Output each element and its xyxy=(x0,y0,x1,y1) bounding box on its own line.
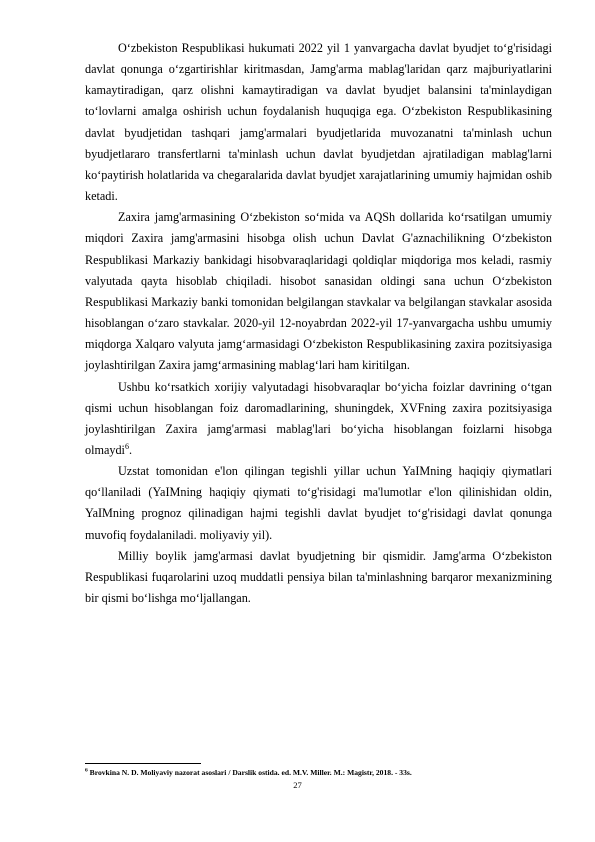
paragraph-3-text: Ushbu ko‘rsatkich xorijiy valyutadagi hisobvaraqlar bo‘yicha foizlar davrining o‘tgan qismi uchun hisoblangan foiz daromadlarining, shuningdek, XVFning zaxira pozitsiyasiga joylashtirilgan Zaxira jamg'armasi mablag'lari bo‘yicha hisoblangan foizlarni hisobga olmaydi xyxy=(85,379,552,457)
paragraph-5: Milliy boylik jamg'armasi davlat byudjetning bir qismidir. Jamg'arma O‘zbekiston Respublikasi fuqarolarini uzoq muddatli pensiya bilan ta'minlashning barqaror mexanizmining bir qismi bo‘lishga mo‘ljallangan. xyxy=(85,548,552,606)
footnote xyxy=(85,767,565,778)
footnote-separator xyxy=(85,763,201,764)
footnote-text: Brovkina N. D. Moliyaviy nazorat asoslari / Darslik ostida. ed. M.V. Miller. M.: Magistr, 2018. - 33s. xyxy=(89,768,412,777)
paragraph-1: O‘zbekiston Respublikasi hukumati 2022 yil 1 yanvargacha davlat byudjet to‘g'risidagi davlat qonunga o‘zgartirishlar kiritmasdan, Jamg'arma mablag'laridan qarz majburiyatlarini kamaytiradigan, qarz olishni kamaytiradigan va davlat byudjet balansini ta'minlaydigan to‘lovlarni amalga oshirish uchun foydalanish huquqiga ega. O‘zbekiston Respublikasining davlat byudjetidan tashqari jamg'armalari byudjetlarida muvozanatni ta'minlash uchun byudjetlararo transfertlarni ta'minlash uchun davlat byudjetdan ajratiladigan mablag'larni ko‘paytirish holatlarida va chegaralarida davlat byudjet xarajatlarining umumiy hajmidan oshib ketadi. xyxy=(85,41,552,204)
paragraph-3: Ushbu ko‘rsatkich xorijiy valyutadagi hisobvaraqlar bo‘yicha foizlar davrining o‘tgan qismi uchun hisoblangan foiz daromadlarining, shuningdek, XVFning zaxira pozitsiyasiga joylashtirilgan Zaxira jamg'armasi mablag'lari bo‘yicha hisoblangan foizlarni hisobga olmaydi$^6$. xyxy=(85,379,552,457)
footnote-reference[interactable]: 6 xyxy=(124,441,129,451)
paragraph-4: Uzstat tomonidan e'lon qilingan tegishli yillar uchun YaIMning haqiqiy qiymatlari qo‘llaniladi (YaIMning haqiqiy qiymati to‘g'risidagi ma'lumotlar e'lon qilinishidan oldin, YaIMning prognoz qilinadigan hajmi tegishli davlat byudjet to‘g'risidagi davlat qonunga muvofiq foydalaniladi. moliyaviy yil). xyxy=(85,464,552,542)
page-number: 27 xyxy=(293,780,302,790)
footnote-number: 6 xyxy=(85,767,88,774)
paragraph-2: Zaxira jamg'armasining O‘zbekiston so‘mida va AQSh dollarida ko‘rsatilgan umumiy miqdori Zaxira jamg'armasini hisobga olish uchun Davlat G'aznachilikning O‘zbekiston Respublikasi Markaziy bankidagi hisobvaraqlaridagi qoldiqlar miqdoriga mos keladi, rasmiy valyutada qayta hisoblab chiqiladi. hisobot sanasidan oldingi sana uchun O‘zbekiston Respublikasi Markaziy banki tomonidan belgilangan stavkalar va belgilangan stavkalar asosida hisoblangan o‘zaro stavkalar. 2020-yil 12-noyabrdan 2022-yil 17-yanvargacha ushbu umumiy miqdorga Xalqaro valyuta jamg‘armasidagi O‘zbekiston Respublikasining zaxira pozitsiyasiga joylashtirilgan Zaxira jamg‘armasining mablag‘lari ham kiritilgan. xyxy=(85,210,552,373)
body-text xyxy=(85,38,552,609)
